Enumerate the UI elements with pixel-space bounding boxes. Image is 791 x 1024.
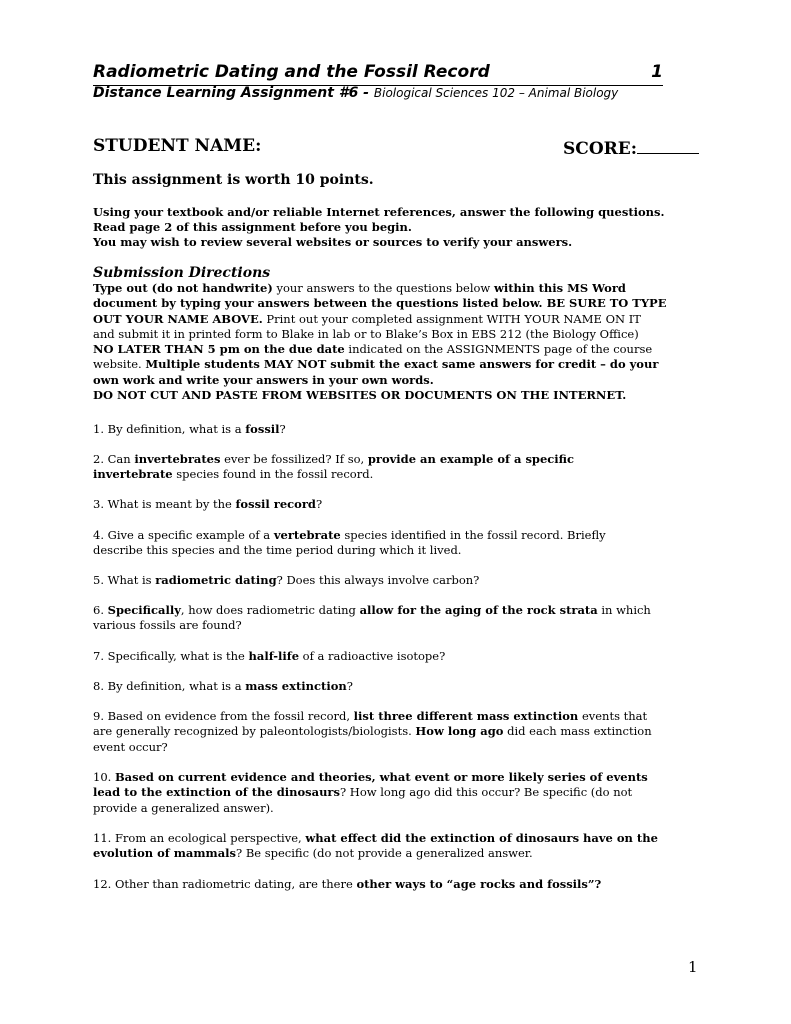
plain-text: provide a generalized answer).	[93, 800, 274, 815]
plain-text: indicated on the ASSIGNMENTS page of the course	[344, 342, 653, 357]
plain-text: 12. Other than radiometric dating, are there	[93, 877, 357, 891]
plain-text: are generally recognized by paleontologists/biologists.	[93, 724, 416, 739]
question-line	[93, 740, 703, 755]
question-line	[93, 877, 703, 892]
student-name-label: STUDENT NAME:	[93, 136, 262, 156]
question-9	[93, 709, 703, 755]
question-line	[93, 801, 703, 816]
emphasis-text: NO LATER THAN 5 pm on the due date	[93, 342, 345, 357]
document-title: Radiometric Dating and the Fossil Record	[93, 62, 490, 82]
plain-text: various fossils are found?	[93, 618, 242, 633]
plain-text: event occur?	[93, 739, 168, 754]
footer-page-number: 1	[688, 958, 698, 976]
score-blank-line	[637, 135, 699, 154]
score-field	[563, 135, 699, 160]
submission-line	[93, 357, 703, 372]
submission-heading: Submission Directions	[93, 265, 271, 281]
question-line	[93, 603, 703, 618]
question-5	[93, 573, 703, 588]
score-label: SCORE:	[563, 139, 637, 159]
emphasis-text: list three different mass extinction	[353, 709, 579, 723]
question-1	[93, 422, 703, 437]
question-4	[93, 528, 703, 559]
question-line	[93, 528, 703, 543]
plain-text: , how does radiometric dating	[180, 603, 360, 617]
plain-text: 7. Specifically, what is the	[93, 649, 249, 663]
submission-line	[93, 342, 703, 357]
question-line	[93, 846, 703, 861]
plain-text: 6.	[93, 603, 108, 617]
plain-text: ? Does this always involve carbon?	[276, 573, 480, 587]
instruction-line: You may wish to review several websites or sources to verify your answers.	[93, 235, 573, 249]
question-12	[93, 877, 703, 892]
question-line	[93, 724, 703, 739]
assignment-label: Distance Learning Assignment #6 -	[93, 85, 369, 101]
emphasis-text: invertebrate	[93, 467, 173, 482]
emphasis-text: provide an example of a specific	[367, 452, 575, 466]
instructions-block	[93, 205, 703, 250]
emphasis-text: invertebrates	[134, 452, 221, 466]
plain-text: 4. Give a specific example of a	[93, 528, 274, 542]
emphasis-text: other ways to “age rocks and fossils”?	[356, 877, 602, 891]
plain-text: ? How long ago did this occur? Be specific (do not	[339, 785, 633, 800]
emphasis-text: what effect did the extinction of dinosaurs have on the	[305, 831, 658, 845]
emphasis-text: OUT YOUR NAME ABOVE.	[93, 311, 263, 326]
submission-line	[93, 296, 703, 311]
question-line	[93, 770, 703, 785]
plain-text: 10.	[93, 770, 115, 784]
plain-text: 9. Based on evidence from the fossil record,	[93, 709, 354, 723]
question-11	[93, 831, 703, 862]
submission-line	[93, 388, 703, 403]
submission-directions	[93, 281, 703, 403]
question-8	[93, 679, 703, 694]
question-2	[93, 452, 703, 483]
plain-text: ever be fossilized? If so,	[220, 452, 368, 466]
emphasis-text: radiometric dating	[155, 573, 277, 587]
emphasis-text: lead to the extinction of the dinosaurs	[93, 785, 340, 800]
points-statement: This assignment is worth 10 points.	[93, 172, 374, 188]
emphasis-text: fossil record	[235, 497, 316, 511]
emphasis-text: Specifically	[107, 603, 181, 617]
question-line	[93, 649, 703, 664]
plain-text: your answers to the questions below	[272, 281, 494, 295]
plain-text: 2. Can	[93, 452, 135, 466]
plain-text: website.	[93, 357, 146, 372]
student-score-row	[93, 135, 699, 159]
question-6	[93, 603, 703, 634]
question-line	[93, 618, 703, 633]
question-line	[93, 709, 703, 724]
plain-text: in which	[597, 603, 651, 617]
emphasis-text: document by typing your answers between the questions listed below. BE SURE TO TYPE	[93, 296, 667, 311]
question-line	[93, 422, 703, 437]
plain-text: describe this species and the time period during which it lived.	[93, 543, 462, 558]
plain-text: ? Be specific (do not provide a generalized answer.	[236, 846, 533, 861]
plain-text: Print out your completed assignment WITH YOUR NAME ON IT	[262, 311, 641, 326]
question-7	[93, 649, 703, 664]
plain-text: 11. From an ecological perspective,	[93, 831, 306, 845]
question-3	[93, 497, 703, 512]
emphasis-text: evolution of mammals	[93, 846, 236, 861]
plain-text: ?	[279, 422, 286, 436]
question-line	[93, 452, 703, 467]
emphasis-text: Multiple students MAY NOT submit the exact same answers for credit – do your	[145, 357, 659, 372]
question-line	[93, 497, 703, 512]
emphasis-text: own work and write your answers in your own words.	[93, 372, 434, 387]
emphasis-text: fossil	[245, 422, 280, 436]
emphasis-text: mass extinction	[245, 679, 347, 693]
question-line	[93, 785, 703, 800]
plain-text: did each mass extinction	[503, 724, 652, 739]
emphasis-text: vertebrate	[273, 528, 341, 542]
emphasis-text: Type out (do not handwrite)	[93, 281, 273, 295]
question-line	[93, 679, 703, 694]
emphasis-text: Based on current evidence and theories, what event or more likely series of events	[114, 770, 648, 784]
submission-line	[93, 373, 703, 388]
course-label: Biological Sciences 102 – Animal Biology	[373, 86, 619, 100]
plain-text: of a radioactive isotope?	[299, 649, 446, 663]
plain-text: ?	[315, 497, 323, 511]
instruction-line: Read page 2 of this assignment before you begin.	[93, 220, 412, 234]
question-10	[93, 770, 703, 816]
question-line	[93, 543, 703, 558]
plain-text: events that	[578, 709, 648, 723]
instruction-line: Using your textbook and/or reliable Internet references, answer the following questions.	[93, 205, 665, 219]
plain-text: 1. By definition, what is a	[93, 422, 246, 436]
submission-line	[93, 312, 703, 327]
document-header	[93, 61, 663, 86]
header-page-number: 1	[651, 62, 663, 82]
plain-text: species identified in the fossil record. Briefly	[340, 528, 606, 542]
submission-line	[93, 281, 703, 296]
plain-text: 8. By definition, what is a	[93, 679, 246, 693]
submission-line	[93, 327, 703, 342]
emphasis-text: allow for the aging of the rock strata	[359, 603, 598, 617]
emphasis-text: within this MS Word	[493, 281, 626, 295]
emphasis-text: half-life	[248, 649, 300, 663]
plain-text: 5. What is	[93, 573, 156, 587]
plain-text: species found in the fossil record.	[172, 467, 374, 482]
question-line	[93, 573, 703, 588]
plain-text: ?	[346, 679, 353, 693]
emphasis-text: DO NOT CUT AND PASTE FROM WEBSITES OR DOCUMENTS ON THE INTERNET.	[93, 388, 627, 403]
question-line	[93, 467, 703, 482]
emphasis-text: How long ago	[415, 724, 504, 739]
assignment-subtitle	[93, 84, 618, 102]
plain-text: 3. What is meant by the	[93, 497, 236, 511]
plain-text: and submit it in printed form to Blake in lab or to Blake’s Box in EBS 212 (the Biology Office)	[93, 326, 639, 341]
question-line	[93, 831, 703, 846]
